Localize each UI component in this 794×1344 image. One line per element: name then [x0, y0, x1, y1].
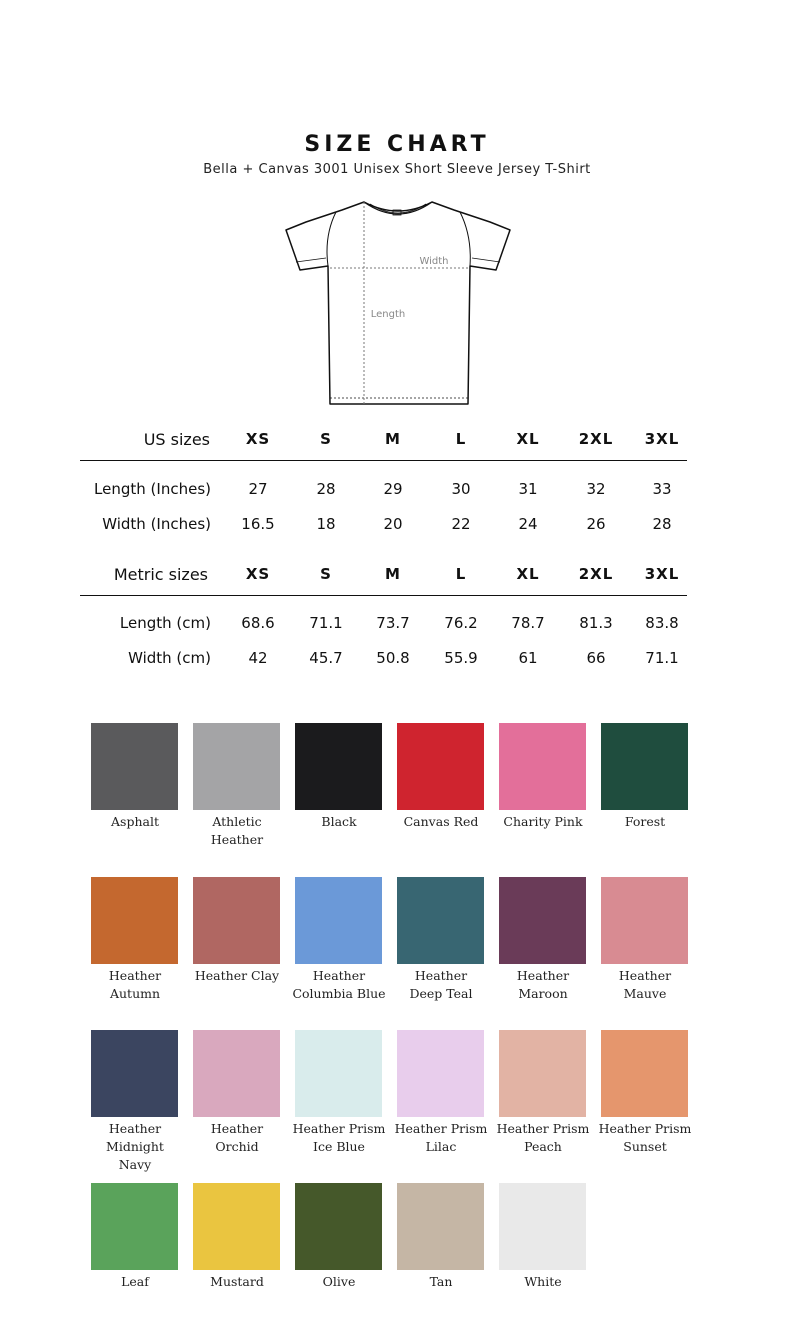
table-cell: 66	[586, 649, 606, 667]
color-swatch-label: Heather Mauve	[618, 968, 672, 1001]
color-swatch-label: Olive	[322, 1274, 356, 1289]
size-header-xs: XS	[245, 430, 271, 448]
color-swatch	[295, 1183, 382, 1270]
size-header-l: L	[455, 430, 467, 448]
length-label: Length	[370, 309, 406, 320]
color-swatch-label: Canvas Red	[403, 814, 479, 829]
color-swatch	[397, 1183, 484, 1270]
color-swatch-label: Asphalt	[111, 814, 159, 829]
size-header-2xl: 2XL	[578, 565, 614, 583]
color-swatch	[193, 723, 280, 810]
color-swatch-label: Leaf	[121, 1274, 149, 1289]
color-swatch	[397, 1030, 484, 1117]
color-swatch-label: Heather Maroon	[516, 968, 570, 1001]
color-swatch-label: Heather Prism Sunset	[598, 1121, 692, 1154]
color-swatch-label: Mustard	[210, 1274, 264, 1289]
color-swatch	[499, 877, 586, 964]
table-cell: 32	[586, 480, 606, 498]
size-header-2xl: 2XL	[578, 430, 614, 448]
color-swatch	[601, 723, 688, 810]
table-cell: 31	[518, 480, 538, 498]
width-label: Width	[419, 256, 449, 267]
table-cell: 20	[383, 515, 403, 533]
size-header-m: M	[385, 565, 401, 583]
color-swatch-label: Athletic Heather	[210, 814, 264, 847]
color-swatch-label: Black	[321, 814, 357, 829]
color-swatch-label: Heather Prism Peach	[496, 1121, 590, 1154]
table-cell: 28	[316, 480, 336, 498]
size-header-xl: XL	[516, 565, 540, 583]
table-cell: 68.6	[241, 614, 275, 632]
color-swatch	[91, 1030, 178, 1117]
size-header-xs: XS	[245, 565, 271, 583]
table-cell: 71.1	[309, 614, 343, 632]
table-cell: 26	[586, 515, 606, 533]
color-swatch-label: Heather Clay	[194, 968, 280, 983]
color-swatch	[91, 723, 178, 810]
page-subtitle: Bella + Canvas 3001 Unisex Short Sleeve Jersey T-Shirt	[203, 162, 591, 177]
color-swatch-label: Heather Autumn	[108, 968, 162, 1001]
color-swatch	[193, 1183, 280, 1270]
table-cell: 71.1	[645, 649, 679, 667]
table-cell: 22	[451, 515, 471, 533]
color-swatch	[397, 723, 484, 810]
color-swatch	[499, 1183, 586, 1270]
color-swatch	[601, 877, 688, 964]
color-swatch	[601, 1030, 688, 1117]
color-swatch	[397, 877, 484, 964]
size-header-l: L	[455, 565, 467, 583]
table-cell: 83.8	[645, 614, 679, 632]
table-cell: 55.9	[444, 649, 478, 667]
row-label: Length (cm)	[119, 614, 211, 632]
table-cell: 18	[316, 515, 336, 533]
table-cell: 42	[248, 649, 268, 667]
color-swatch-label: White	[524, 1274, 562, 1289]
color-swatch-label: Heather Orchid	[210, 1121, 264, 1154]
table-header-label: Metric sizes	[113, 565, 208, 584]
color-swatch-label: Forest	[624, 814, 666, 829]
table-cell: 76.2	[444, 614, 478, 632]
size-header-s: S	[320, 565, 332, 583]
color-swatch	[91, 1183, 178, 1270]
color-swatch	[295, 1030, 382, 1117]
table-cell: 28	[652, 515, 672, 533]
table-cell: 27	[248, 480, 268, 498]
table-cell: 78.7	[511, 614, 545, 632]
table-cell: 50.8	[376, 649, 410, 667]
size-header-m: M	[385, 430, 401, 448]
table-cell: 81.3	[579, 614, 613, 632]
color-swatch	[295, 723, 382, 810]
color-swatch-label: Heather Prism Ice Blue	[292, 1121, 386, 1154]
color-swatch	[193, 877, 280, 964]
table-cell: 29	[383, 480, 403, 498]
table-cell: 24	[518, 515, 538, 533]
page-title: SIZE CHART	[304, 132, 490, 157]
color-swatch	[295, 877, 382, 964]
color-swatch	[91, 877, 178, 964]
table-cell: 61	[518, 649, 538, 667]
size-header-s: S	[320, 430, 332, 448]
row-label: Width (cm)	[128, 649, 211, 667]
size-header-3xl: 3XL	[644, 565, 680, 583]
color-swatch	[193, 1030, 280, 1117]
color-swatch-label: Heather Columbia Blue	[292, 968, 386, 1001]
table-cell: 45.7	[309, 649, 343, 667]
color-swatch	[499, 723, 586, 810]
row-label: Length (Inches)	[94, 480, 211, 498]
color-swatch-label: Heather Prism Lilac	[394, 1121, 488, 1154]
color-swatch-label: Heather Midnight Navy	[106, 1121, 164, 1172]
table-cell: 16.5	[241, 515, 275, 533]
size-header-3xl: 3XL	[644, 430, 680, 448]
size-header-xl: XL	[516, 430, 540, 448]
table-cell: 33	[652, 480, 672, 498]
table-cell: 73.7	[376, 614, 410, 632]
color-swatch	[499, 1030, 586, 1117]
row-label: Width (Inches)	[102, 515, 211, 533]
table-header-label: US sizes	[143, 430, 210, 449]
color-swatch-label: Charity Pink	[503, 814, 583, 829]
color-swatch-label: Heather Deep Teal	[409, 968, 473, 1001]
color-swatch-label: Tan	[429, 1274, 453, 1289]
table-cell: 30	[451, 480, 471, 498]
